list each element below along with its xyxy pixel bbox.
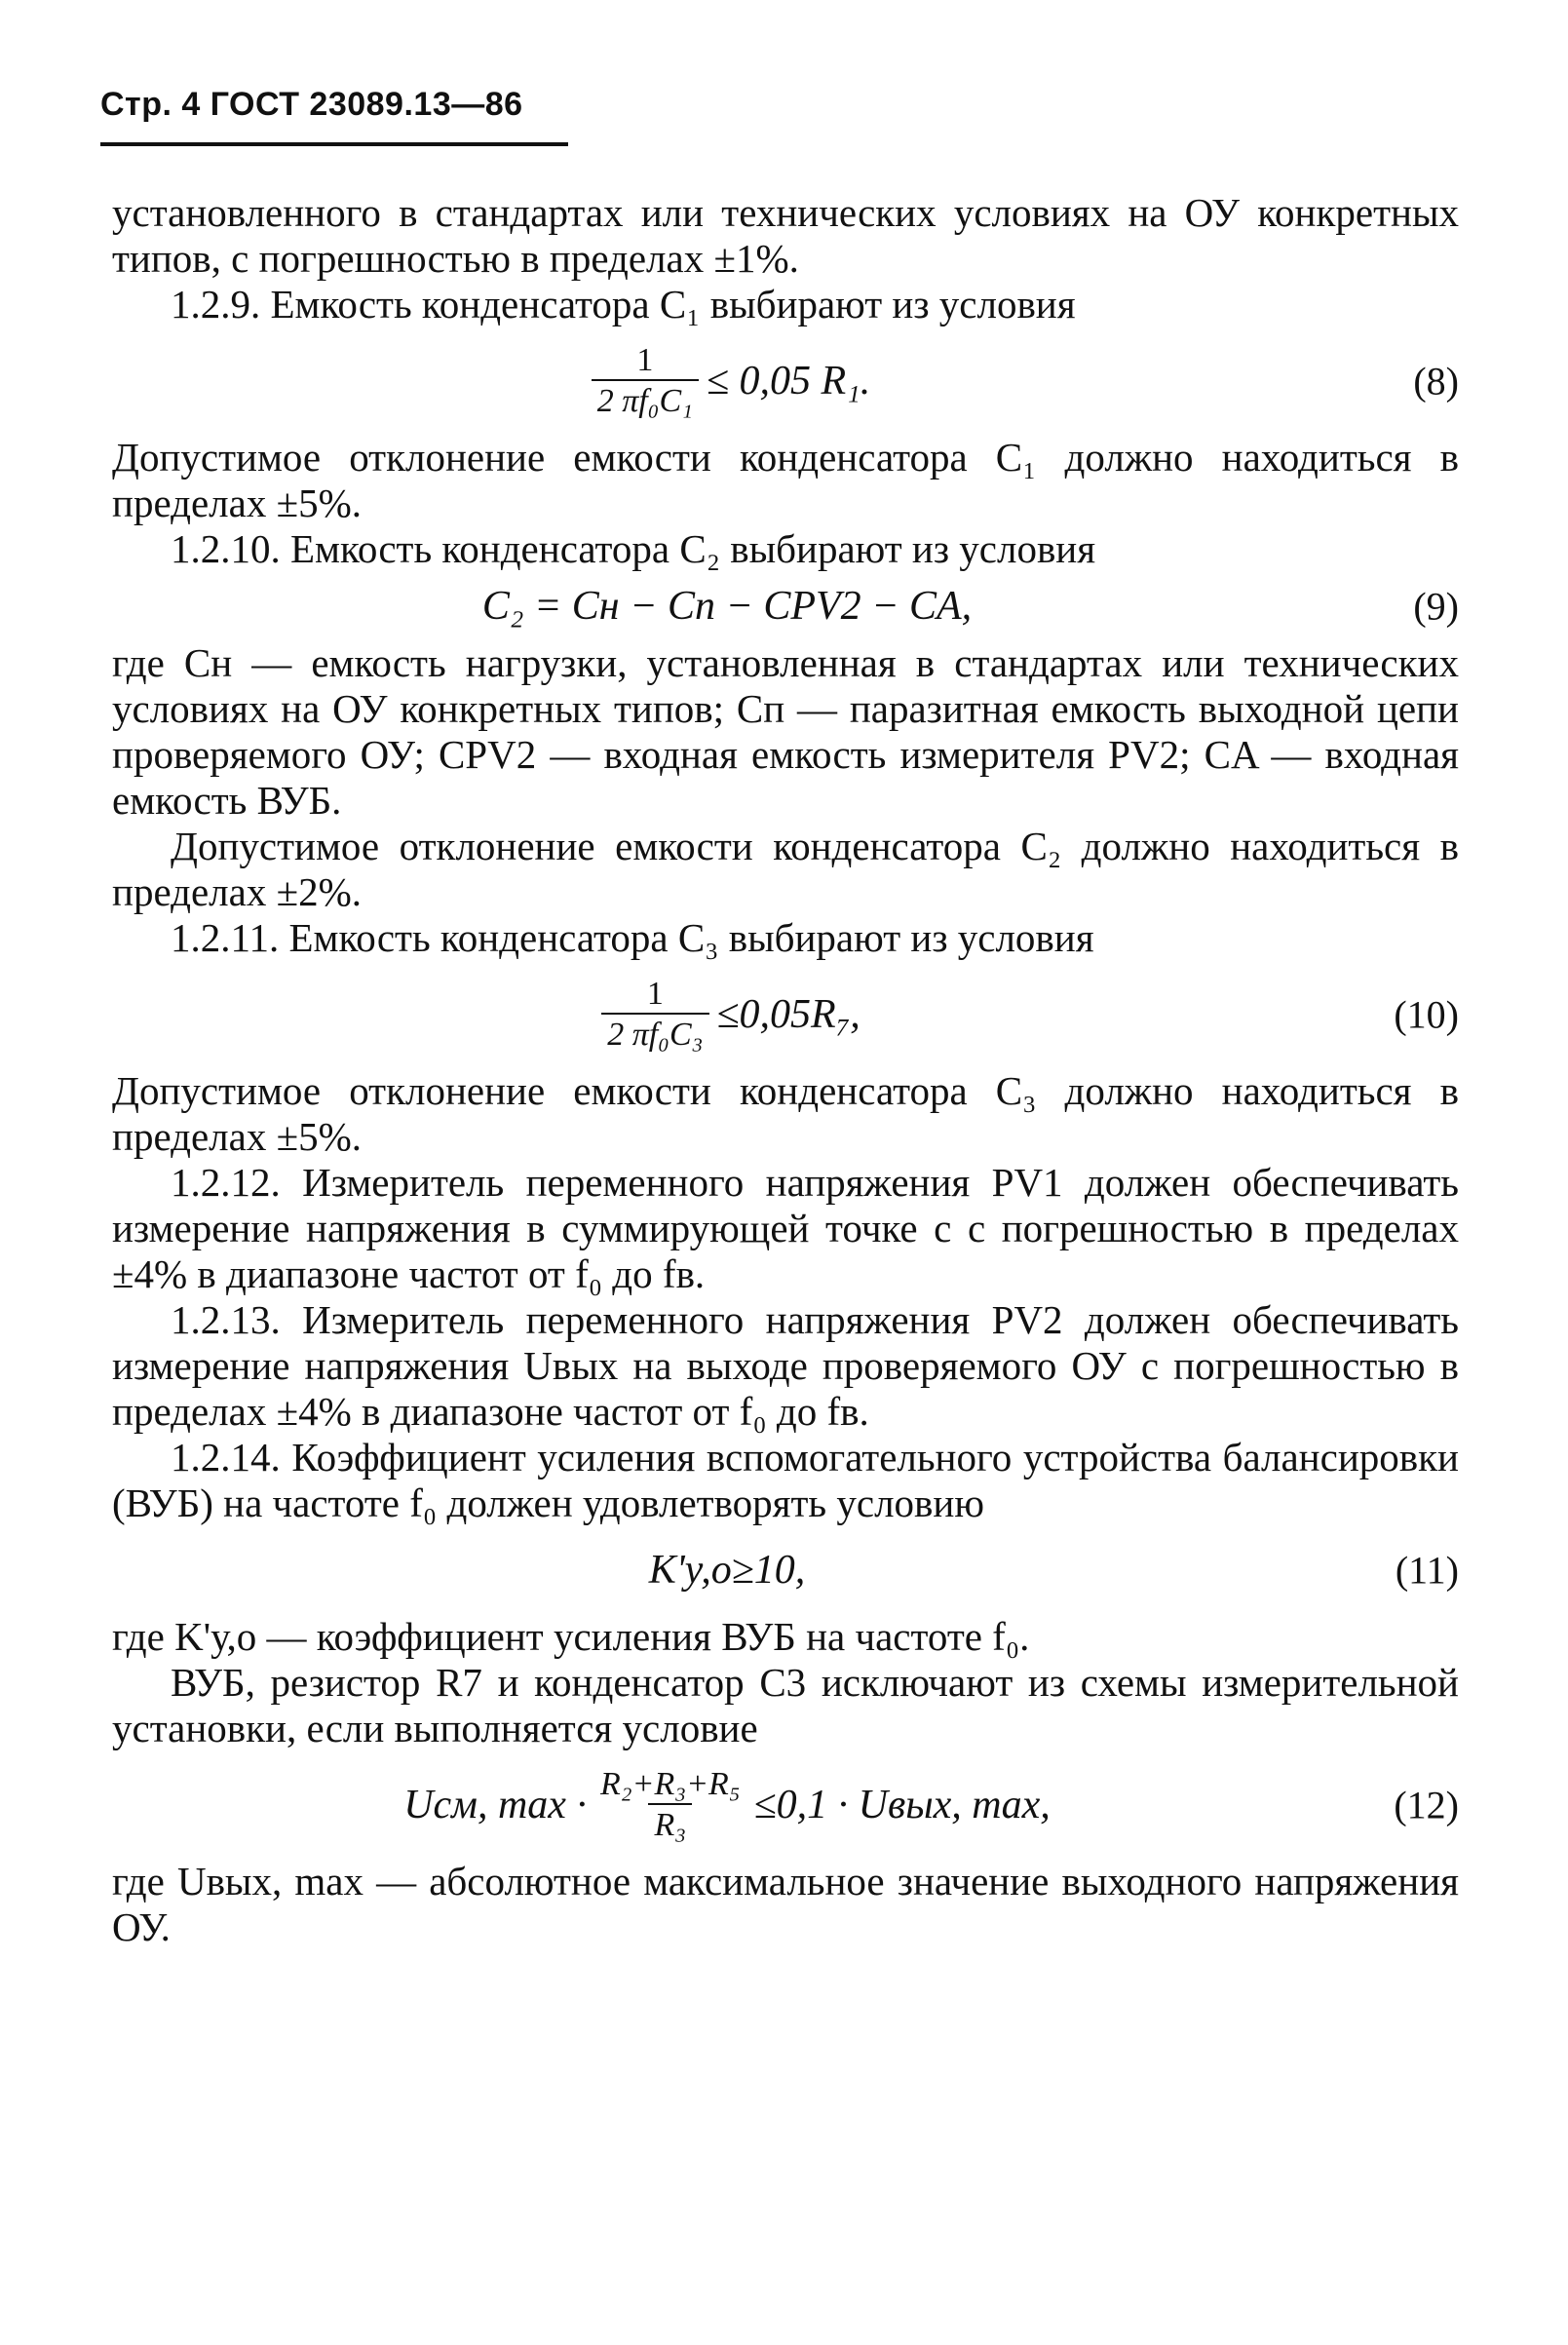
formula-8-denominator: 2 πf₀C₁ bbox=[592, 379, 699, 420]
formula-12-number: (12) bbox=[1394, 1783, 1459, 1827]
clause-1-2-14-umax-definition: где Uвых, max — абсолютное максимальное значение выходного напряжения ОУ. bbox=[112, 1859, 1459, 1949]
formula-12-lhs: Uсм, max · bbox=[403, 1782, 587, 1827]
clause-1-2-9: 1.2.9. Емкость конденсатора C₁ выбирают из условия bbox=[171, 282, 1076, 327]
formula-9-expression: C₂ = Cн − Cп − CPV2 − CA, bbox=[481, 583, 973, 629]
formula-10-rest: ≤0,05R₇, bbox=[716, 991, 860, 1037]
clause-1-2-11: 1.2.11. Емкость конденсатора C₃ выбирают из условия bbox=[171, 915, 1094, 960]
clause-1-2-10-tolerance: Допустимое отклонение емкости конденсатора C₂ должно находиться в пределах ±2%. bbox=[112, 824, 1459, 914]
formula-11-number: (11) bbox=[1395, 1548, 1459, 1593]
clause-1-2-10: 1.2.10. Емкость конденсатора C₂ выбирают из условия bbox=[171, 526, 1096, 571]
formula-12-rest: ≤0,1 · Uвых, max, bbox=[753, 1782, 1051, 1827]
formula-12-fraction bbox=[594, 1766, 746, 1844]
clause-1-2-10-definitions: где Cн — емкость нагрузки, установленная в стандартах или технических условиях на ОУ конкретных типов; Cп — паразитная емкость выходной цепи проверяемого ОУ; CPV2 — входная емкость измерителя PV2; CA — входная емкость ВУБ. bbox=[112, 640, 1459, 823]
formula-8-number: (8) bbox=[1413, 359, 1459, 404]
formula-12-denominator: R₃ bbox=[648, 1803, 692, 1844]
header-rule bbox=[100, 142, 568, 146]
formula-10-denominator: 2 πf₀C₃ bbox=[601, 1013, 708, 1054]
formula-9 bbox=[112, 572, 1459, 640]
formula-12-numerator: R₂+R₃+R₅ bbox=[599, 1766, 741, 1802]
formula-8 bbox=[112, 327, 1459, 435]
formula-10-numerator: 1 bbox=[646, 976, 664, 1012]
clause-1-2-14-exclusion: ВУБ, резистор R7 и конденсатор C3 исключают из схемы измерительной установки, если выполняется условие bbox=[112, 1660, 1459, 1750]
formula-11-expression: K'у,о≥10, bbox=[648, 1547, 806, 1593]
formula-10 bbox=[112, 961, 1459, 1068]
paragraph-continuation: установленного в стандартах или технических условиях на ОУ конкретных типов, с погрешностью в пределах ±1%. bbox=[112, 190, 1459, 281]
formula-9-number: (9) bbox=[1413, 584, 1459, 629]
formula-11 bbox=[112, 1526, 1459, 1614]
clause-1-2-9-tolerance: Допустимое отклонение емкости конденсатора C₁ должно находиться в пределах ±5%. bbox=[112, 435, 1459, 525]
formula-8-rest: ≤ 0,05 R₁. bbox=[707, 358, 871, 404]
clause-1-2-14-definition: где K'у,о — коэффициент усиления ВУБ на частоте f₀. bbox=[112, 1614, 1030, 1659]
formula-12 bbox=[112, 1751, 1459, 1859]
clause-1-2-12: 1.2.12. Измеритель переменного напряжения PV1 должен обеспечивать измерение напряжения в суммирующей точке c с погрешностью в пределах ±4% в диапазоне частот от f₀ до fв. bbox=[112, 1160, 1459, 1296]
clause-1-2-14: 1.2.14. Коэффициент усиления вспомогательного устройства балансировки (ВУБ) на частоте f₀ должен удовлетворять условию bbox=[112, 1435, 1459, 1525]
formula-10-fraction bbox=[601, 976, 708, 1054]
clause-1-2-11-tolerance: Допустимое отклонение емкости конденсатора C₃ должно находиться в пределах ±5%. bbox=[112, 1068, 1459, 1159]
formula-8-fraction bbox=[592, 342, 699, 420]
formula-8-numerator: 1 bbox=[636, 342, 654, 378]
page-header: Стр. 4 ГОСТ 23089.13—86 bbox=[100, 86, 523, 123]
document-body bbox=[112, 190, 1459, 1950]
formula-10-number: (10) bbox=[1394, 992, 1459, 1037]
clause-1-2-13: 1.2.13. Измеритель переменного напряжения PV2 должен обеспечивать измерение напряжения Uвых на выходе проверяемого ОУ с погрешностью в пределах ±4% в диапазоне частот от f₀ до fв. bbox=[112, 1297, 1459, 1434]
